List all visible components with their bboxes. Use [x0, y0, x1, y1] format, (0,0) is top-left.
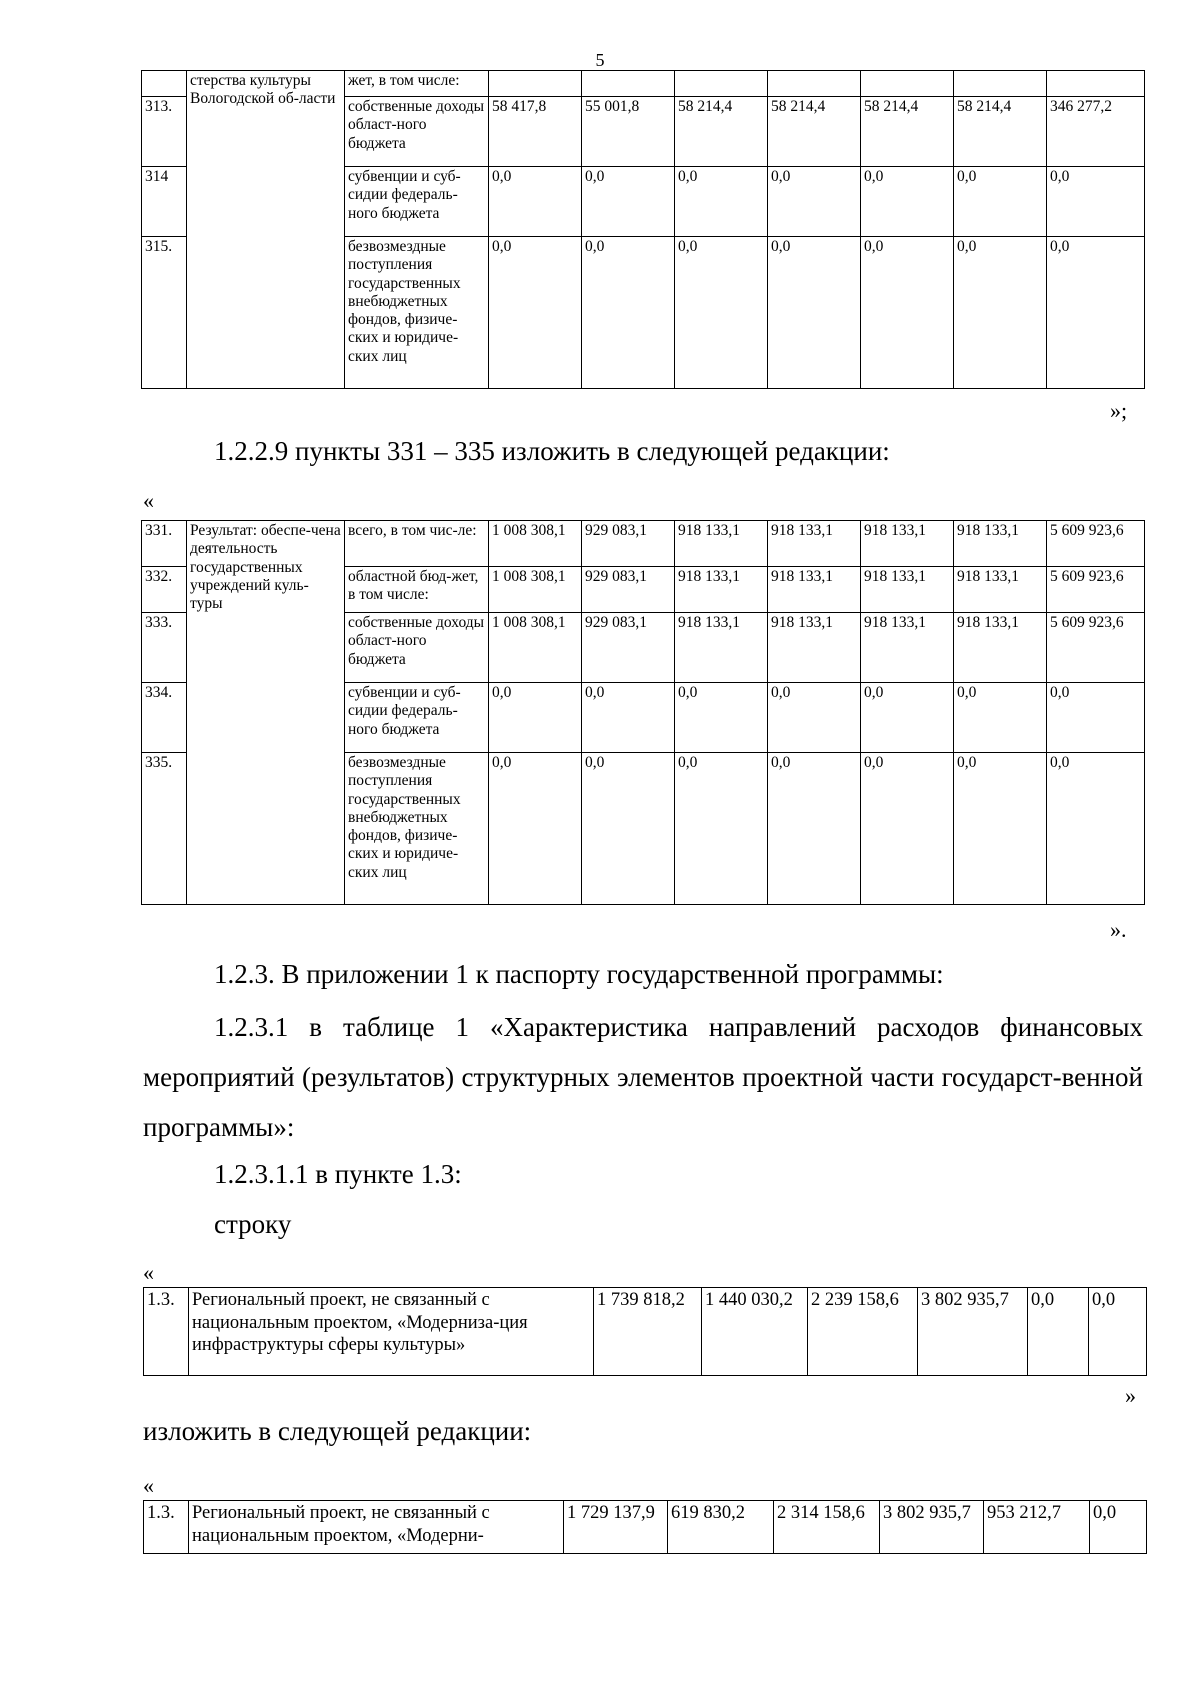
value-cell: 58 417,8: [489, 97, 582, 167]
value-cell: 953 212,7: [984, 1501, 1090, 1554]
value-cell: 1 008 308,1: [489, 613, 582, 683]
value-cell: 58 214,4: [768, 97, 861, 167]
table-row: [142, 521, 1145, 567]
value-cell: 918 133,1: [861, 567, 954, 613]
row-number: 335.: [142, 753, 187, 905]
value-cell: 929 083,1: [582, 613, 675, 683]
closing-quote: ».: [1110, 917, 1127, 942]
value-cell: 918 133,1: [768, 567, 861, 613]
value-cell: 1 440 030,2: [702, 1288, 808, 1376]
value-cell: 918 133,1: [954, 613, 1047, 683]
value-cell: 55 001,8: [582, 97, 675, 167]
value-cell: 58 214,4: [675, 97, 768, 167]
value-cell: [582, 71, 675, 97]
value-cell: 0,0: [675, 683, 768, 753]
value-cell: [861, 71, 954, 97]
value-cell: 0,0: [582, 167, 675, 237]
page-number: 5: [595, 50, 605, 70]
table-row: [144, 1288, 1147, 1376]
value-cell: 0,0: [489, 237, 582, 389]
row-number: [142, 71, 187, 97]
value-cell: 0,0: [954, 683, 1047, 753]
value-cell: 0,0: [582, 237, 675, 389]
value-cell: 58 214,4: [861, 97, 954, 167]
funding-source: всего, в том чис-ле:: [345, 521, 489, 567]
value-cell: 0,0: [1090, 1501, 1147, 1554]
value-cell: 0,0: [675, 237, 768, 389]
value-cell: 3 802 935,7: [880, 1501, 984, 1554]
section-heading: 1.2.2.9 пункты 331 – 335 изложить в следующей редакции:: [214, 436, 890, 466]
closing-quote: »: [1125, 1383, 1136, 1408]
opening-quote: «: [143, 1473, 154, 1498]
project-row-old: [143, 1287, 1147, 1376]
value-cell: 0,0: [768, 167, 861, 237]
row-number: 313.: [142, 97, 187, 167]
paragraph: строку: [214, 1209, 292, 1239]
value-cell: 0,0: [489, 753, 582, 905]
value-cell: 0,0: [489, 683, 582, 753]
opening-quote: «: [143, 488, 154, 513]
value-cell: 0,0: [1047, 237, 1145, 389]
value-cell: 1 008 308,1: [489, 567, 582, 613]
funding-source: субвенции и суб-сидии федераль-ного бюджета: [345, 167, 489, 237]
row-number: 331.: [142, 521, 187, 567]
row-number: 315.: [142, 237, 187, 389]
value-cell: 0,0: [489, 167, 582, 237]
row-number: 1.3.: [144, 1501, 189, 1554]
value-cell: [1047, 71, 1145, 97]
funding-source: областной бюд-жет, в том числе:: [345, 567, 489, 613]
row-number: 333.: [142, 613, 187, 683]
funding-source: собственные доходы област-ного бюджета: [345, 97, 489, 167]
value-cell: 0,0: [954, 753, 1047, 905]
value-cell: 918 133,1: [768, 521, 861, 567]
funding-source: безвозмездные поступления государственных внебюджетных фондов, физиче-ских и юридиче-ских лиц: [345, 237, 489, 389]
row-number: 314: [142, 167, 187, 237]
result-name: Результат: обеспе-чена деятельность государственных учреждений куль-туры: [187, 521, 345, 905]
value-cell: [489, 71, 582, 97]
funding-source: субвенции и суб-сидии федераль-ного бюджета: [345, 683, 489, 753]
value-cell: 5 609 923,6: [1047, 521, 1145, 567]
value-cell: 0,0: [1047, 753, 1145, 905]
value-cell: 0,0: [1047, 167, 1145, 237]
value-cell: 0,0: [861, 167, 954, 237]
paragraph: 1.2.3. В приложении 1 к паспорту государственной программы:: [214, 959, 944, 989]
value-cell: 0,0: [582, 753, 675, 905]
value-cell: 918 133,1: [675, 567, 768, 613]
funding-source: жет, в том числе:: [345, 71, 489, 97]
value-cell: 918 133,1: [861, 521, 954, 567]
value-cell: 0,0: [1089, 1288, 1147, 1376]
value-cell: 2 239 158,6: [808, 1288, 918, 1376]
paragraph: изложить в следующей редакции:: [143, 1416, 532, 1446]
row-number: 332.: [142, 567, 187, 613]
value-cell: 2 314 158,6: [774, 1501, 880, 1554]
closing-quote: »;: [1110, 398, 1128, 423]
value-cell: 0,0: [954, 237, 1047, 389]
value-cell: 0,0: [861, 753, 954, 905]
value-cell: 1 008 308,1: [489, 521, 582, 567]
value-cell: 918 133,1: [675, 613, 768, 683]
value-cell: 918 133,1: [861, 613, 954, 683]
value-cell: 918 133,1: [954, 567, 1047, 613]
element-name: стерства культуры Вологодской об-ласти: [187, 71, 345, 389]
value-cell: 0,0: [768, 237, 861, 389]
value-cell: 5 609 923,6: [1047, 613, 1145, 683]
value-cell: 0,0: [675, 167, 768, 237]
value-cell: 0,0: [1028, 1288, 1089, 1376]
value-cell: 1 729 137,9: [564, 1501, 668, 1554]
opening-quote: «: [143, 1260, 154, 1285]
project-name: Региональный проект, не связанный с национальным проектом, «Модерниза-ция инфраструктуры сферы культуры»: [189, 1288, 594, 1376]
value-cell: 918 133,1: [675, 521, 768, 567]
table-row: [144, 1501, 1147, 1554]
paragraph: [143, 1002, 1143, 1152]
value-cell: 0,0: [861, 237, 954, 389]
value-cell: 346 277,2: [1047, 97, 1145, 167]
value-cell: 918 133,1: [954, 521, 1047, 567]
value-cell: [768, 71, 861, 97]
paragraph: 1.2.3.1.1 в пункте 1.3:: [214, 1159, 462, 1189]
value-cell: 1 739 818,2: [594, 1288, 702, 1376]
row-number: 1.3.: [144, 1288, 189, 1376]
funding-source: собственные доходы област-ного бюджета: [345, 613, 489, 683]
project-row-new: [143, 1500, 1147, 1554]
value-cell: 918 133,1: [768, 613, 861, 683]
project-name: Региональный проект, не связанный с национальным проектом, «Модерни-: [189, 1501, 564, 1554]
value-cell: 0,0: [954, 167, 1047, 237]
value-cell: 5 609 923,6: [1047, 567, 1145, 613]
value-cell: [954, 71, 1047, 97]
paragraph-text: 1.2.3.1 в таблице 1 «Характеристика направлений расходов финансовых мероприятий (результатов) структурных элементов проектной части государст-венной программы»:: [143, 1012, 1143, 1142]
value-cell: 0,0: [768, 753, 861, 905]
value-cell: [675, 71, 768, 97]
value-cell: 929 083,1: [582, 521, 675, 567]
value-cell: 0,0: [768, 683, 861, 753]
value-cell: 58 214,4: [954, 97, 1047, 167]
value-cell: 619 830,2: [668, 1501, 774, 1554]
value-cell: 0,0: [675, 753, 768, 905]
table-row: [142, 71, 1145, 97]
row-number: 334.: [142, 683, 187, 753]
financing-table-new: [141, 520, 1145, 905]
funding-source: безвозмездные поступления государственных внебюджетных фондов, физиче-ских и юридиче-ских лиц: [345, 753, 489, 905]
value-cell: 929 083,1: [582, 567, 675, 613]
value-cell: 0,0: [582, 683, 675, 753]
financing-table-continuation: [141, 70, 1145, 389]
value-cell: 0,0: [1047, 683, 1145, 753]
value-cell: 3 802 935,7: [918, 1288, 1028, 1376]
value-cell: 0,0: [861, 683, 954, 753]
